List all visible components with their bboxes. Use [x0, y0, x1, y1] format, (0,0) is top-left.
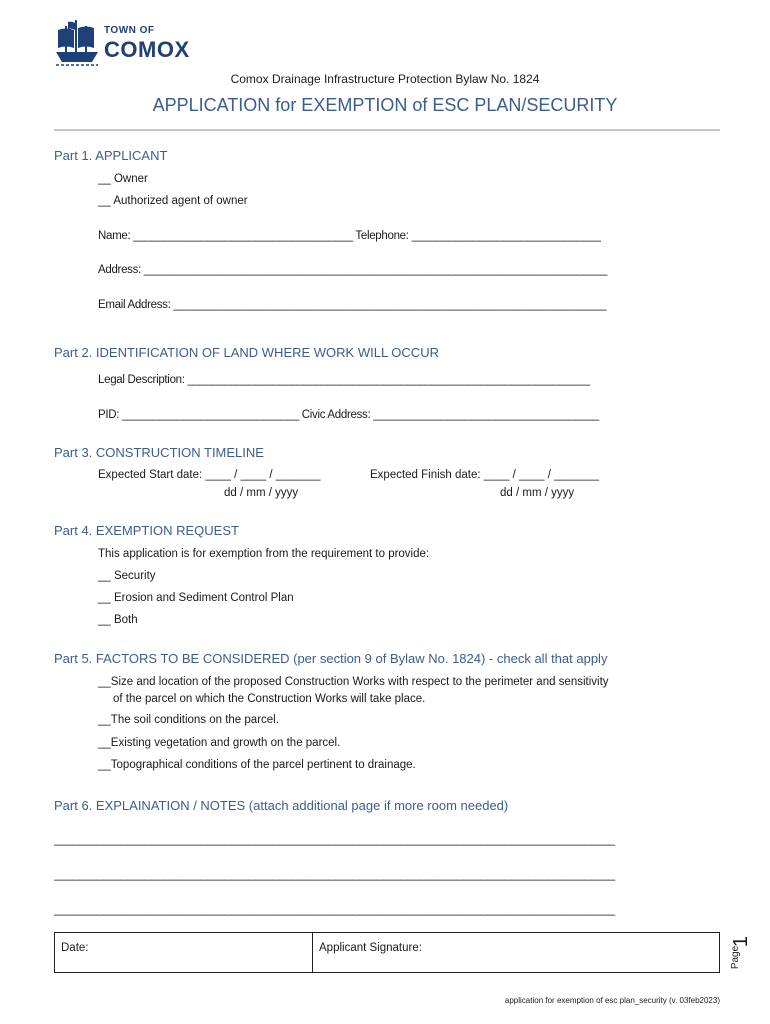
- signature-table: [54, 932, 720, 973]
- part3-heading: Part 3. CONSTRUCTION TIMELINE: [54, 445, 264, 460]
- factor-soil[interactable]: __The soil conditions on the parcel.: [98, 714, 279, 726]
- finish-date-format: dd / mm / yyyy: [500, 487, 575, 499]
- exemption-intro: This application is for exemption from the requirement to provide:: [98, 548, 430, 560]
- start-date-format: dd / mm / yyyy: [224, 487, 299, 499]
- name-telephone-fields[interactable]: Name: ____________________________________ Telephone: _______________________________: [98, 230, 601, 242]
- part6-heading: Part 6. EXPLAINATION / NOTES (attach additional page if more room needed): [54, 798, 509, 813]
- legal-description-field[interactable]: Legal Description: __________________________________________________________________: [98, 374, 590, 386]
- start-date-field[interactable]: Expected Start date: ____ / ____ / _______: [98, 469, 321, 481]
- ship-icon: [54, 18, 100, 70]
- notes-line[interactable]: ____________________________________________________________________________________________: [54, 869, 615, 881]
- page-word: Page: [730, 945, 742, 970]
- security-checkbox[interactable]: __ Security: [98, 570, 156, 582]
- finish-date-field[interactable]: Expected Finish date: ____ / ____ / _______: [370, 469, 599, 481]
- title-divider: [54, 129, 720, 131]
- factor-topography[interactable]: __Topographical conditions of the parcel pertinent to drainage.: [98, 759, 416, 771]
- date-cell[interactable]: [55, 933, 313, 972]
- bylaw-reference: Comox Drainage Infrastructure Protection Bylaw No. 1824: [230, 72, 540, 86]
- page-number: [722, 930, 768, 976]
- signature-label: Applicant Signature:: [319, 942, 422, 954]
- both-checkbox[interactable]: __ Both: [98, 614, 138, 626]
- signature-cell[interactable]: [313, 933, 719, 972]
- logo-town-of: TOWN OF: [104, 25, 155, 36]
- date-label: Date:: [61, 942, 89, 954]
- logo-name: COMOX: [104, 37, 190, 62]
- factor-vegetation[interactable]: __Existing vegetation and growth on the parcel.: [98, 737, 341, 749]
- escp-checkbox[interactable]: __ Erosion and Sediment Control Plan: [98, 592, 294, 604]
- part2-heading: Part 2. IDENTIFICATION OF LAND WHERE WORK WILL OCCUR: [54, 345, 439, 360]
- email-field[interactable]: Email Address: _______________________________________________________________________: [98, 299, 607, 311]
- part5-heading: Part 5. FACTORS TO BE CONSIDERED (per section 9 of Bylaw No. 1824) - check all that apply: [54, 651, 608, 666]
- notes-line[interactable]: ____________________________________________________________________________________________: [54, 904, 615, 916]
- part4-heading: Part 4. EXEMPTION REQUEST: [54, 523, 239, 538]
- factor-size-location-cont: of the parcel on which the Construction Works will take place.: [113, 693, 426, 705]
- pid-civic-fields[interactable]: PID: _____________________________ Civic Address: _____________________________________: [98, 409, 599, 421]
- part1-heading: Part 1. APPLICANT: [54, 148, 168, 163]
- footer-version: application for exemption of esc plan_security (v. 03feb2023): [504, 996, 720, 1005]
- agent-checkbox[interactable]: __ Authorized agent of owner: [98, 195, 248, 207]
- form-title: APPLICATION for EXEMPTION of ESC PLAN/SECURITY: [152, 95, 618, 115]
- page-digit: 1: [730, 935, 753, 948]
- notes-line[interactable]: ____________________________________________________________________________________________: [54, 834, 615, 846]
- owner-checkbox[interactable]: __ Owner: [98, 173, 148, 185]
- factor-size-location[interactable]: __Size and location of the proposed Construction Works with respect to the perimeter and sensitivity: [98, 676, 609, 688]
- town-logo: [54, 18, 204, 70]
- address-field[interactable]: Address: ____________________________________________________________________________: [98, 264, 608, 276]
